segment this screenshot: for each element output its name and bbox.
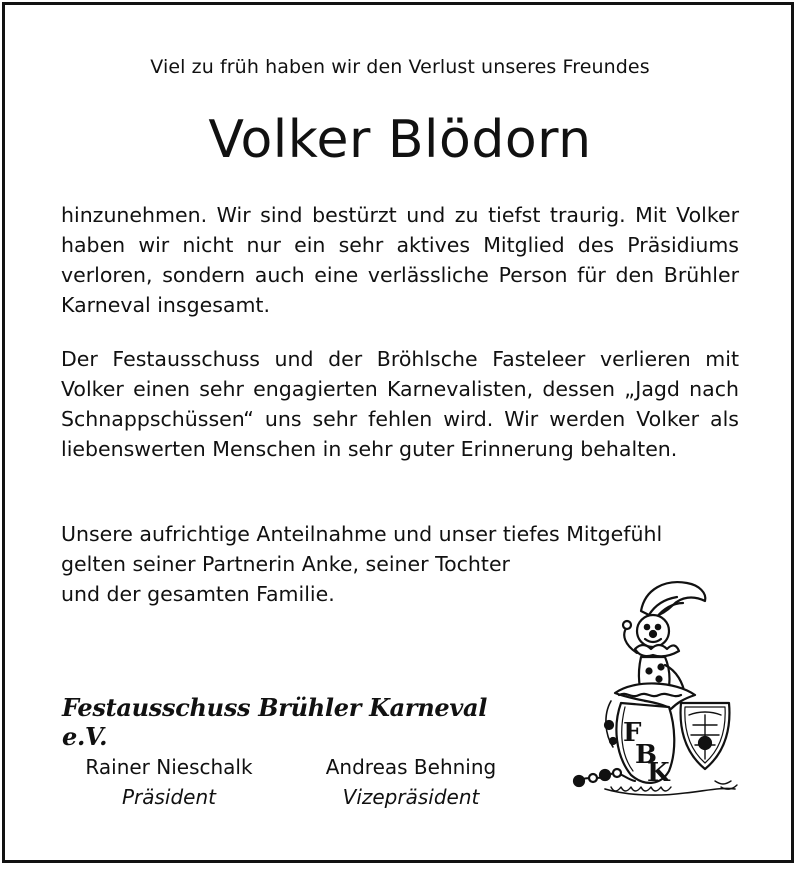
- signatory-role: Vizepräsident: [342, 785, 480, 809]
- deceased-name: Volker Blödorn: [208, 110, 592, 170]
- paragraph-2: Der Festausschuss und der Bröhlsche Fasteleer verlieren mit Volker einen sehr engagierten Karnevalisten, dessen „Jagd nach Schnappschüssen“ uns sehr fehlen wird. Wir werden Volker als liebenswerten Menschen in sehr guter Erinnerung behalten.: [61, 347, 739, 461]
- logo-letter-b: B: [635, 740, 657, 770]
- signatory-president: [62, 752, 276, 812]
- organization-name: Festausschuss Brühler Karneval e.V.: [62, 693, 488, 751]
- paragraph-3-line: Unsere aufrichtige Anteilnahme und unser tiefes Mitgefühl: [61, 522, 663, 546]
- signatory-vice-president: [300, 752, 522, 812]
- signatory-name: Rainer Nieschalk: [85, 755, 253, 779]
- signatory-role: Präsident: [121, 785, 217, 809]
- jester-mascot-fbk-logo: [565, 575, 745, 810]
- paragraph-1: hinzunehmen. Wir sind bestürzt und zu tiefst traurig. Mit Volker haben wir nicht nur ein sehr aktives Mitglied des Präsidiums verloren, sondern auch eine verlässliche Person für den Brühler Karneval insgesamt.: [61, 203, 739, 317]
- logo-letter-f: F: [623, 718, 642, 748]
- logo-letter-k: K: [647, 758, 670, 788]
- signatory-name: Andreas Behning: [325, 755, 497, 779]
- paragraph-3-line: gelten seiner Partnerin Anke, seiner Tochter: [61, 552, 510, 576]
- paragraph-3-line: und der gesamten Familie.: [61, 582, 335, 606]
- intro-line: Viel zu früh haben wir den Verlust unseres Freundes: [150, 56, 650, 78]
